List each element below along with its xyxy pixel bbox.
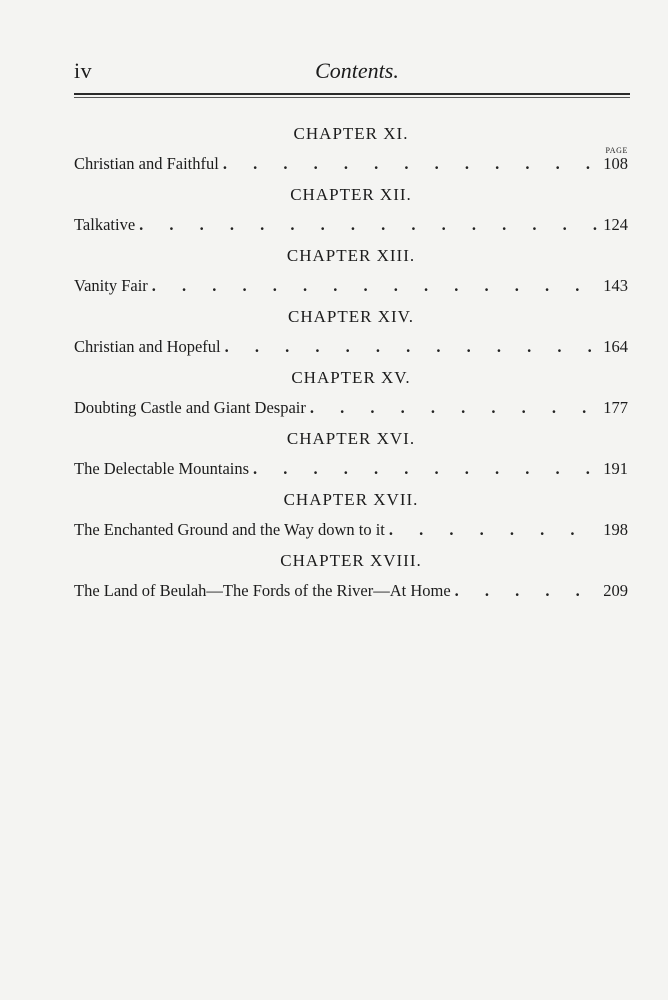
dot-leader [152, 276, 599, 296]
page-number: 177 [603, 398, 628, 417]
chapter-heading: CHAPTER XVI. [286, 429, 416, 448]
chapter-title: The Enchanted Ground and the Way down to it [74, 520, 385, 539]
dot-leader [389, 520, 599, 540]
page-number: 191 [603, 459, 628, 478]
toc-entry[interactable] [74, 154, 628, 174]
page-header [74, 58, 630, 88]
dot-leader [139, 215, 599, 235]
chapter-title: Talkative [74, 215, 136, 234]
page-number: 124 [603, 215, 628, 234]
toc-chapter [74, 425, 628, 486]
dot-leader [253, 459, 599, 479]
page-number: 209 [603, 581, 628, 600]
header-rule-thin [74, 97, 630, 98]
toc-chapter [74, 486, 628, 547]
folio-number: iv [74, 58, 93, 83]
chapter-title: Vanity Fair [74, 276, 148, 295]
chapter-heading: CHAPTER XVII. [283, 490, 419, 509]
dot-leader [310, 398, 599, 418]
chapter-heading: CHAPTER XI. [293, 124, 409, 143]
dot-leader [225, 337, 600, 357]
toc-chapter [74, 181, 628, 242]
toc-entry[interactable] [74, 276, 628, 296]
toc-entry[interactable] [74, 215, 628, 235]
page-number: 198 [603, 520, 628, 539]
chapter-title: The Delectable Mountains [74, 459, 250, 478]
chapter-heading: CHAPTER XII. [290, 185, 412, 204]
page-number: 164 [603, 337, 628, 356]
page-number: 143 [603, 276, 628, 295]
chapter-heading: CHAPTER XV. [291, 368, 411, 387]
dot-leader [223, 154, 599, 174]
toc-chapter [74, 547, 628, 608]
toc-entry[interactable] [74, 398, 628, 418]
running-title: Contents. [315, 58, 399, 83]
chapter-title: Christian and Faithful [74, 154, 219, 173]
chapter-title: The Land of Beulah—The Fords of the River—At Home [74, 581, 451, 600]
chapter-heading: CHAPTER XVIII. [280, 551, 422, 570]
page-number: 108 [603, 154, 628, 173]
toc-entry[interactable] [74, 337, 628, 357]
header-rule [74, 93, 630, 95]
chapter-title: Doubting Castle and Giant Despair [74, 398, 306, 417]
toc-chapter [74, 303, 628, 364]
table-of-contents [74, 120, 628, 608]
page-column-label: PAGE [605, 146, 628, 155]
toc-chapter [74, 364, 628, 425]
toc-entry[interactable] [74, 520, 628, 540]
toc-chapter [74, 120, 628, 181]
toc-entry[interactable] [74, 459, 628, 479]
chapter-heading: CHAPTER XIV. [288, 307, 414, 326]
toc-entry[interactable] [74, 581, 628, 601]
toc-chapter [74, 242, 628, 303]
dot-leader [455, 581, 600, 601]
chapter-heading: CHAPTER XIII. [286, 246, 416, 265]
chapter-title: Christian and Hopeful [74, 337, 221, 356]
